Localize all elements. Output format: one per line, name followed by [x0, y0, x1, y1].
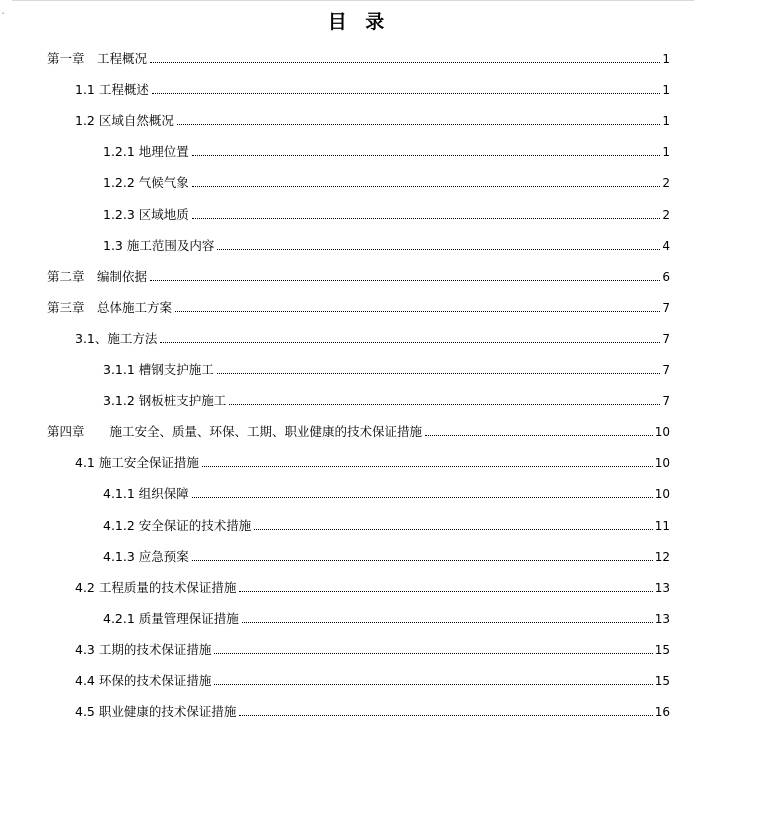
toc-page-number: 13: [654, 580, 670, 595]
toc-page-number: 15: [654, 674, 670, 688]
toc-title: 目 录: [327, 11, 391, 33]
toc-page-number: 11: [654, 518, 670, 533]
toc-entry-text: 4.1.2 安全保证的技术措施: [103, 517, 252, 533]
toc-entry[interactable]: [75, 672, 670, 690]
text-cursor-mark: ˇ: [1, 12, 5, 21]
toc-entry-text: 4.2 工程质量的技术保证措施: [75, 579, 237, 595]
toc-entry-text: 第二章 编制依据: [47, 268, 148, 284]
toc-dot-leader: [202, 466, 653, 467]
toc-entry[interactable]: [103, 143, 670, 161]
toc-page-number: 15: [654, 642, 670, 657]
toc-dot-leader: [239, 715, 652, 716]
toc-page-number: 10: [654, 487, 670, 502]
toc-entry[interactable]: [103, 517, 670, 535]
toc-entry-text: 1.2.1 地理位置: [103, 144, 189, 160]
toc-dot-leader: [192, 218, 661, 219]
toc-dot-leader: [239, 591, 652, 592]
toc-entry[interactable]: [47, 423, 670, 441]
toc-entry-text: 1.2.3 区域地质: [103, 206, 189, 222]
toc-page-number: 7: [662, 363, 670, 377]
toc-page-number: 1: [662, 114, 670, 129]
toc-dot-leader: [192, 155, 661, 156]
toc-entry[interactable]: [47, 50, 670, 68]
toc-entry-text: 3.1.1 槽钢支护施工: [103, 362, 214, 377]
toc-entry[interactable]: [103, 206, 670, 224]
toc-entry[interactable]: [75, 641, 670, 659]
toc-entry-text: 第四章 施工安全、质量、环保、工期、职业健康的技术保证措施: [47, 424, 423, 440]
toc-entry[interactable]: [75, 112, 670, 130]
toc-page-number: 1: [662, 83, 670, 98]
toc-page-number: 4: [662, 238, 670, 253]
toc-dot-leader: [160, 342, 660, 343]
toc-dot-leader: [214, 684, 652, 685]
toc-entry[interactable]: [75, 81, 670, 99]
toc-page-number: 1: [662, 145, 670, 160]
toc-entry-text: 4.5 职业健康的技术保证措施: [75, 704, 237, 720]
toc-entry[interactable]: [75, 454, 670, 472]
toc-entry[interactable]: [47, 268, 670, 286]
toc-entry-text: 1.2.2 气候气象: [103, 175, 189, 191]
toc-entry[interactable]: [103, 548, 670, 566]
toc-dot-leader: [425, 435, 653, 436]
toc-dot-leader: [229, 404, 660, 405]
toc-page-number: 6: [662, 269, 670, 284]
toc-entry[interactable]: [103, 485, 670, 503]
toc-page-number: 10: [654, 425, 670, 440]
toc-entry[interactable]: [75, 330, 670, 348]
toc-dot-leader: [254, 529, 652, 530]
toc-page-number: 1: [662, 52, 670, 66]
toc-page-number: 16: [654, 705, 670, 720]
toc-dot-leader: [192, 560, 653, 561]
toc-page-number: 12: [654, 549, 670, 564]
toc-entry[interactable]: [103, 237, 670, 255]
toc-entry-text: 1.3 施工范围及内容: [103, 237, 215, 253]
toc-page-number: 7: [662, 300, 670, 315]
toc-dot-leader: [214, 653, 652, 654]
toc-entry-text: 1.1 工程概述: [75, 82, 149, 98]
toc-dot-leader: [150, 280, 660, 281]
toc-dot-leader: [192, 497, 653, 498]
toc-entry-text: 1.2 区域自然概况: [75, 113, 174, 129]
toc-page-number: 7: [662, 394, 670, 409]
toc-dot-leader: [242, 622, 653, 623]
toc-page-number: 13: [654, 611, 670, 626]
toc-dot-leader: [175, 311, 660, 312]
toc-entry-text: 第一章 工程概况: [47, 51, 148, 66]
toc-entry-text: 第三章 总体施工方案: [47, 299, 173, 315]
page-top-border: [12, 0, 694, 1]
toc-entry[interactable]: [75, 703, 670, 721]
toc-entry[interactable]: [103, 392, 670, 410]
toc-entry[interactable]: [103, 361, 670, 379]
toc-entry-text: 4.3 工期的技术保证措施: [75, 641, 212, 657]
toc-entry-text: 4.1.1 组织保障: [103, 486, 189, 502]
toc-dot-leader: [150, 62, 660, 63]
toc-page-number: 10: [654, 456, 670, 471]
toc-page-number: 7: [662, 331, 670, 346]
toc-entry-text: 3.1.2 钢板桩支护施工: [103, 393, 227, 409]
toc-dot-leader: [152, 93, 661, 94]
toc-dot-leader: [217, 373, 661, 374]
toc-entry[interactable]: [103, 610, 670, 628]
toc-page-number: 2: [662, 176, 670, 191]
toc-entry-text: 4.1 施工安全保证措施: [75, 455, 199, 471]
toc-entry[interactable]: [103, 174, 670, 192]
toc-dot-leader: [192, 186, 661, 187]
toc-page-number: 2: [662, 207, 670, 222]
toc-entry-text: 4.2.1 质量管理保证措施: [103, 610, 239, 626]
toc-entry[interactable]: [75, 579, 670, 597]
toc-entry[interactable]: [47, 299, 670, 317]
toc-entry-text: 4.4 环保的技术保证措施: [75, 673, 212, 688]
toc-entry-text: 4.1.3 应急预案: [103, 548, 189, 564]
toc-entry-text: 3.1、施工方法: [75, 330, 158, 346]
toc-dot-leader: [177, 124, 661, 125]
toc-dot-leader: [217, 249, 660, 250]
